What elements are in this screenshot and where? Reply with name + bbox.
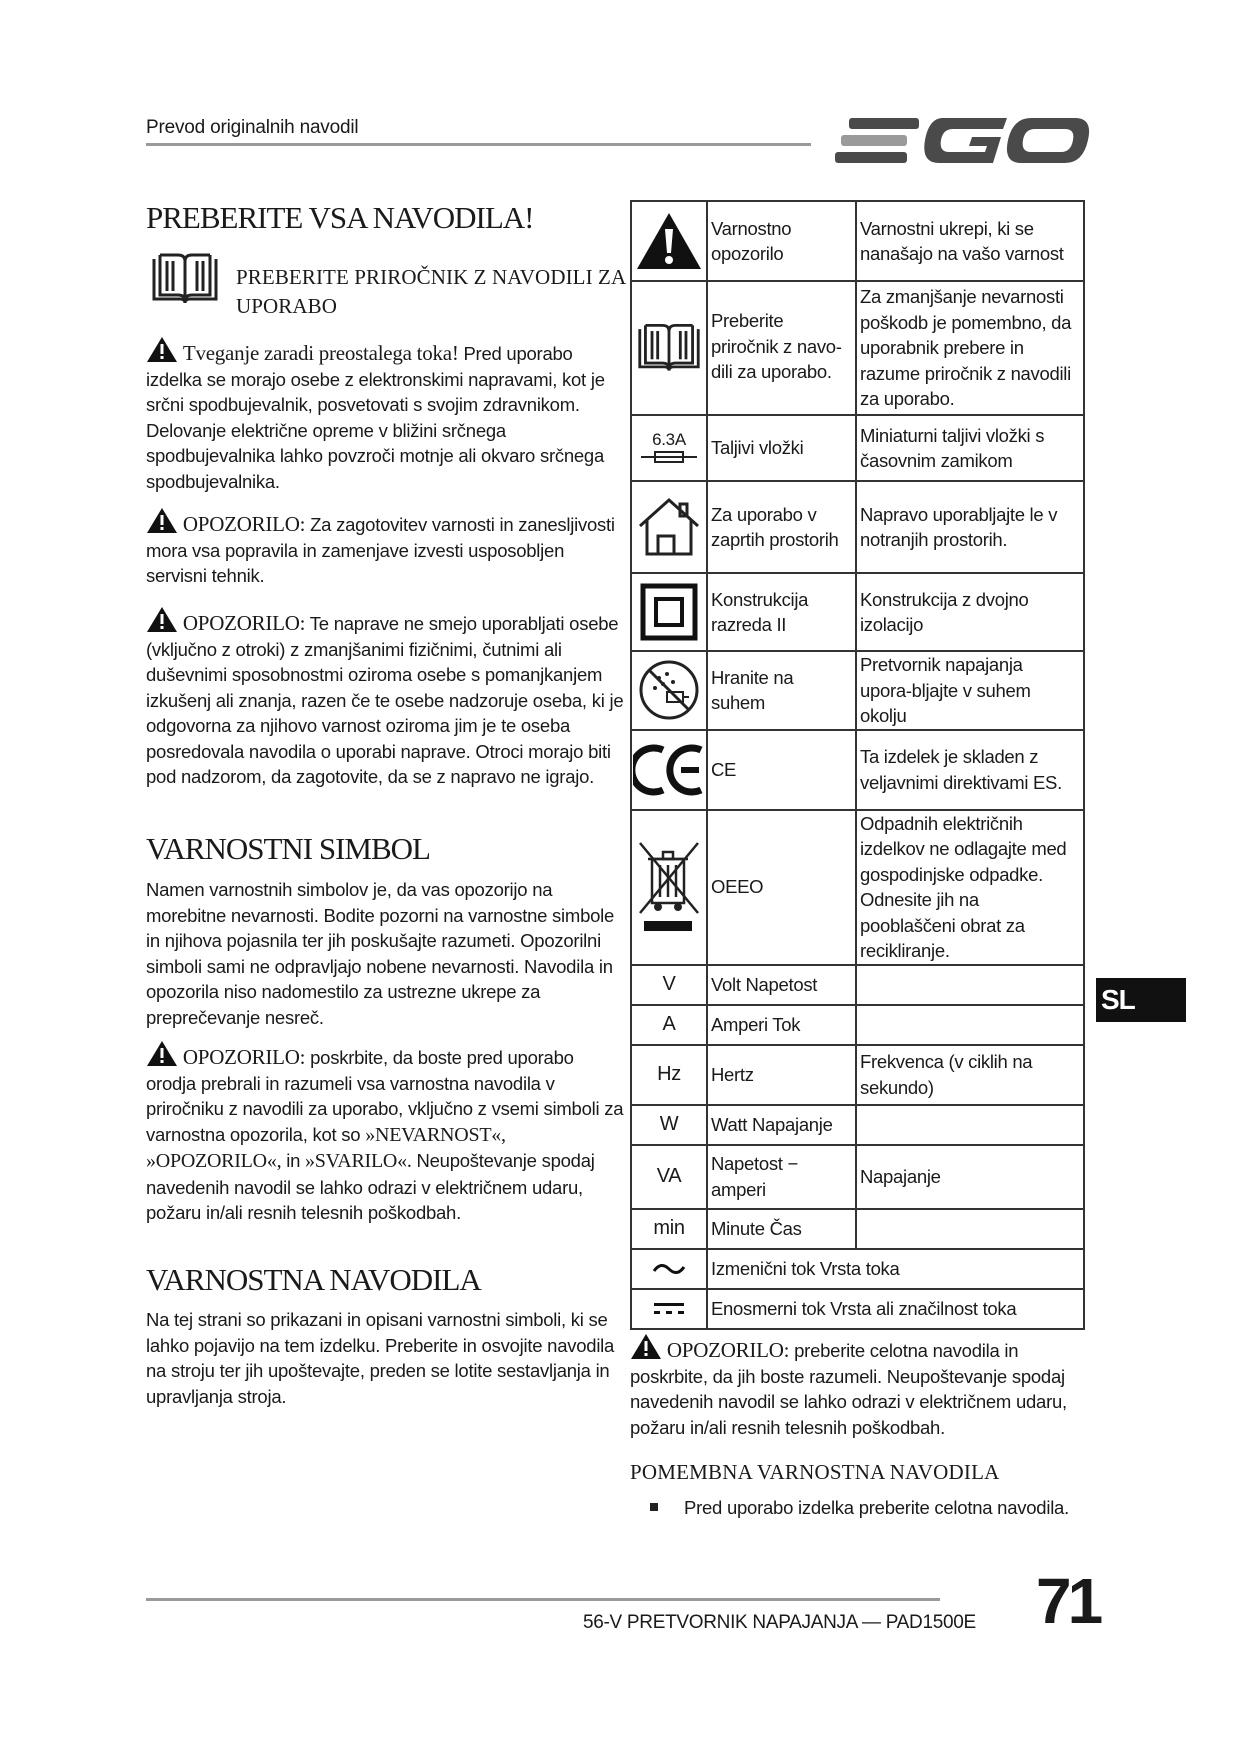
symbol-meaning xyxy=(856,1209,1084,1249)
header-title: Prevod originalnih navodil xyxy=(146,117,359,138)
safety-instructions-heading: VARNOSTNA NAVODILA xyxy=(146,1262,481,1297)
ego-brand-logo xyxy=(835,110,1090,172)
warning-triangle-icon xyxy=(630,1333,662,1360)
table-row xyxy=(631,1249,1084,1289)
unit-symbol: W xyxy=(631,1105,707,1145)
symbol-meaning: Napravo uporabljajte le v notranjih prostorih. xyxy=(856,481,1084,573)
symbol-name: Za uporabo v zaprtih prostorih xyxy=(707,481,856,573)
symbol-cell xyxy=(631,281,707,415)
warning-triangle-icon xyxy=(635,211,703,271)
symbol-meaning: Odpadnih električnih izdelkov ne odlagajte med gospodinjske odpadke. Odnesite jih na pooblaščeni obrat za recikliranje. xyxy=(856,810,1084,965)
table-row xyxy=(631,730,1084,810)
table-row xyxy=(631,1145,1084,1209)
symbol-meaning xyxy=(856,965,1084,1005)
symbol-name: Watt Napajanje xyxy=(707,1105,856,1145)
alternating-current-icon xyxy=(652,1261,686,1277)
symbol-meaning: Varnostni ukrepi, ki se nanašajo na vašo varnost xyxy=(856,201,1084,281)
symbol-name: OEEO xyxy=(707,810,856,965)
list-item-text: Pred uporabo izdelka preberite celotna navodila. xyxy=(684,1497,1069,1518)
repair-warning xyxy=(146,507,624,589)
warning-triangle-icon xyxy=(146,336,178,363)
quote-in: in xyxy=(286,1150,301,1171)
warning1-text: Za zagotovitev varnosti in zanesljivosti mora vsa popravila in zamenjave izvesti usposobljen servisni tehnik. xyxy=(146,514,615,586)
symbol-name: Varnostno opozorilo xyxy=(707,201,856,281)
table-row xyxy=(631,965,1084,1005)
list-item xyxy=(650,1497,1069,1519)
read-manual-heading-text: PREBERITE PRIROČNIK Z NAVODILI ZA UPORABO xyxy=(236,265,626,318)
warning-triangle-icon xyxy=(146,606,178,633)
footer-rule xyxy=(146,1598,940,1601)
ce-mark-icon xyxy=(633,744,705,796)
header-rule xyxy=(146,143,811,146)
symbol-cell xyxy=(631,730,707,810)
symbol-name: Volt Napetost xyxy=(707,965,856,1005)
bullet xyxy=(650,1503,658,1511)
symbol-name: CE xyxy=(707,730,856,810)
warning3-text-a: poskrbite, da boste pred uporabo orodja prebrali in razumeli vsa varnostna navodila v priročniku z navodili za uporabo, vključno z vsemi simboli za varnostna opozorila, kot so xyxy=(146,1047,624,1145)
symbol-cell xyxy=(631,1249,707,1289)
symbol-meaning: Za zmanjšanje nevarnosti poškodb je pomembno, da uporabnik prebere in razume priročnik z navodili za uporabo. xyxy=(856,281,1084,415)
important-safety-heading: POMEMBNA VARNOSTNA NAVODILA xyxy=(630,1460,1000,1484)
read-manual-heading xyxy=(236,263,656,321)
symbol-name: Napetost − amperi xyxy=(707,1145,856,1209)
read-manual-icon xyxy=(150,251,220,307)
table-row xyxy=(631,573,1084,651)
direct-current-icon xyxy=(653,1301,685,1317)
symbol-name: Enosmerni tok Vrsta ali značilnost toka xyxy=(707,1289,1084,1329)
unit-symbol: A xyxy=(631,1005,707,1045)
page-number: 71 xyxy=(1036,1565,1100,1637)
persons-warning xyxy=(146,606,624,790)
symbol-name: Konstrukcija razreda II xyxy=(707,573,856,651)
symbol-cell xyxy=(631,651,707,730)
table-row xyxy=(631,1105,1084,1145)
unit-symbol: Hz xyxy=(631,1045,707,1105)
class-ii-icon xyxy=(640,583,698,641)
read-manual-icon xyxy=(636,321,702,375)
quote-danger: »NEVARNOST«, xyxy=(365,1123,506,1146)
symbol-name: Taljivi vložki xyxy=(707,415,856,481)
fuse-icon xyxy=(639,449,699,465)
safety-symbol-text: Namen varnostnih simbolov je, da vas opozorijo na morebitne nevarnosti. Bodite pozorni na varnostne simbole in njihova pojasnila ter jih poskušajte razumeti. Opozorilni simboli sami ne odpravljajo nobene nevarnosti. Navodila in opozorila niso nadomestilo za ustrezne ukrepe za preprečevanje nesreč. xyxy=(146,879,615,1028)
symbol-cell xyxy=(631,481,707,573)
unit-symbol: VA xyxy=(631,1145,707,1209)
weee-bin-icon xyxy=(636,837,702,937)
symbol-name: Izmenični tok Vrsta toka xyxy=(707,1249,1084,1289)
read-all-heading: PREBERITE VSA NAVODILA! xyxy=(146,200,534,235)
safety-symbol-heading: VARNOSTNI SIMBOL xyxy=(146,831,430,866)
symbol-cell xyxy=(631,1289,707,1329)
table-row xyxy=(631,1289,1084,1329)
symbol-meaning: Napajanje xyxy=(856,1145,1084,1209)
symbol-meaning: Pretvornik napajanja upora-bljajte v suhem okolju xyxy=(856,651,1084,730)
table-row xyxy=(631,651,1084,730)
warning-word: OPOZORILO: xyxy=(182,512,306,536)
table-row xyxy=(631,810,1084,965)
read-all-warning xyxy=(630,1333,1100,1440)
symbol-cell xyxy=(631,810,707,965)
table-row xyxy=(631,281,1084,415)
symbol-name: Amperi Tok xyxy=(707,1005,856,1045)
symbol-meaning xyxy=(856,1005,1084,1045)
symbol-meaning: Konstrukcija z dvojno izolacijo xyxy=(856,573,1084,651)
warning-word: OPOZORILO: xyxy=(182,611,306,635)
warning-word: OPOZORILO: xyxy=(666,1338,790,1362)
symbol-table xyxy=(630,200,1085,1330)
safety-instructions-text: Na tej strani so prikazani in opisani varnostni simboli, ki se lahko pojavijo na tem izdelku. Preberite in osvojite navodila na stroju ter jih upoštevajte, preden se lotite sestavljanja in upravljanja stroja. xyxy=(146,1309,615,1407)
table-row xyxy=(631,1005,1084,1045)
risk-text: Pred uporabo izdelka se morajo osebe z elektronskimi napravami, kot je srčni spodbujevalnik, posvetovati s svojim zdravnikom. Delovanje električne opreme v bližini srčnega spodbujevalnika lahko povzroči motnje ali okvaro srčnega spodbujevalnika. xyxy=(146,343,605,492)
table-row xyxy=(631,1209,1084,1249)
table-row xyxy=(631,1045,1084,1105)
symbol-meaning: Miniaturni taljivi vložki s časovnim zamikom xyxy=(856,415,1084,481)
table-row xyxy=(631,415,1084,481)
warning-triangle-icon xyxy=(146,1040,178,1067)
unit-symbol: min xyxy=(631,1209,707,1249)
indoor-use-icon xyxy=(636,496,702,558)
warning3-text-b: Neupoštevanje spodaj navedenih navodil se lahko odrazi v električnem udaru, požaru in/ali resnih telesnih poškodbah. xyxy=(146,1150,595,1223)
footer-product: 56-V PRETVORNIK NAPAJANJA — PAD1500E xyxy=(583,1612,976,1633)
keep-dry-icon xyxy=(637,658,701,722)
symbol-name: Minute Čas xyxy=(707,1209,856,1249)
symbol-meaning xyxy=(856,1105,1084,1145)
table-row xyxy=(631,201,1084,281)
table-row xyxy=(631,481,1084,573)
symbol-name: Preberite priročnik z navo-dili za uporabo. xyxy=(707,281,856,415)
symbol-name: Hranite na suhem xyxy=(707,651,856,730)
warning-word: OPOZORILO: xyxy=(182,1045,306,1069)
symbol-cell xyxy=(631,573,707,651)
warning2-text: Te naprave ne smejo uporabljati osebe (vključno z otroki) z zmanjšanimi fizičnimi, čutnimi ali duševnimi sposobnostmi oziroma osebe s pomanjkanjem izkušenj ali znanja, razen če te osebe nadzoruje oseba, ki je odgovorna za njihovo varnost oziroma jim je te oseba posredovala navodila o uporabi naprave. Otroci morajo biti pod nadzorom, da zagotovite, da se z napravo ne igrajo. xyxy=(146,613,624,787)
symbol-cell xyxy=(631,415,707,481)
read-instructions-warning xyxy=(146,1040,624,1226)
important-safety-list xyxy=(650,1497,1069,1519)
symbol-name: Hertz xyxy=(707,1045,856,1105)
language-tab: SL xyxy=(1096,978,1186,1022)
right-warning-text: preberite celotna navodila in poskrbite, da jih boste razumeli. Neupoštevanje spodaj navedenih navodil se lahko odrazi v električnem udaru, požaru in/ali resnih telesnih poškodbah. xyxy=(630,1340,1067,1438)
quote-caution: »SVARILO«. xyxy=(305,1150,412,1172)
symbol-meaning: Ta izdelek je skladen z veljavnimi direktivami ES. xyxy=(856,730,1084,810)
symbol-meaning: Frekvenca (v ciklih na sekundo) xyxy=(856,1045,1084,1105)
warning-triangle-icon xyxy=(146,507,178,534)
risk-lead: Tveganje zaradi preostalega toka! xyxy=(182,341,459,365)
residual-current-warning xyxy=(146,336,624,494)
unit-symbol: V xyxy=(631,965,707,1005)
quote-warning: »OPOZORILO«, xyxy=(146,1150,282,1172)
symbol-cell xyxy=(631,201,707,281)
fuse-label: 6.3A xyxy=(652,430,686,449)
